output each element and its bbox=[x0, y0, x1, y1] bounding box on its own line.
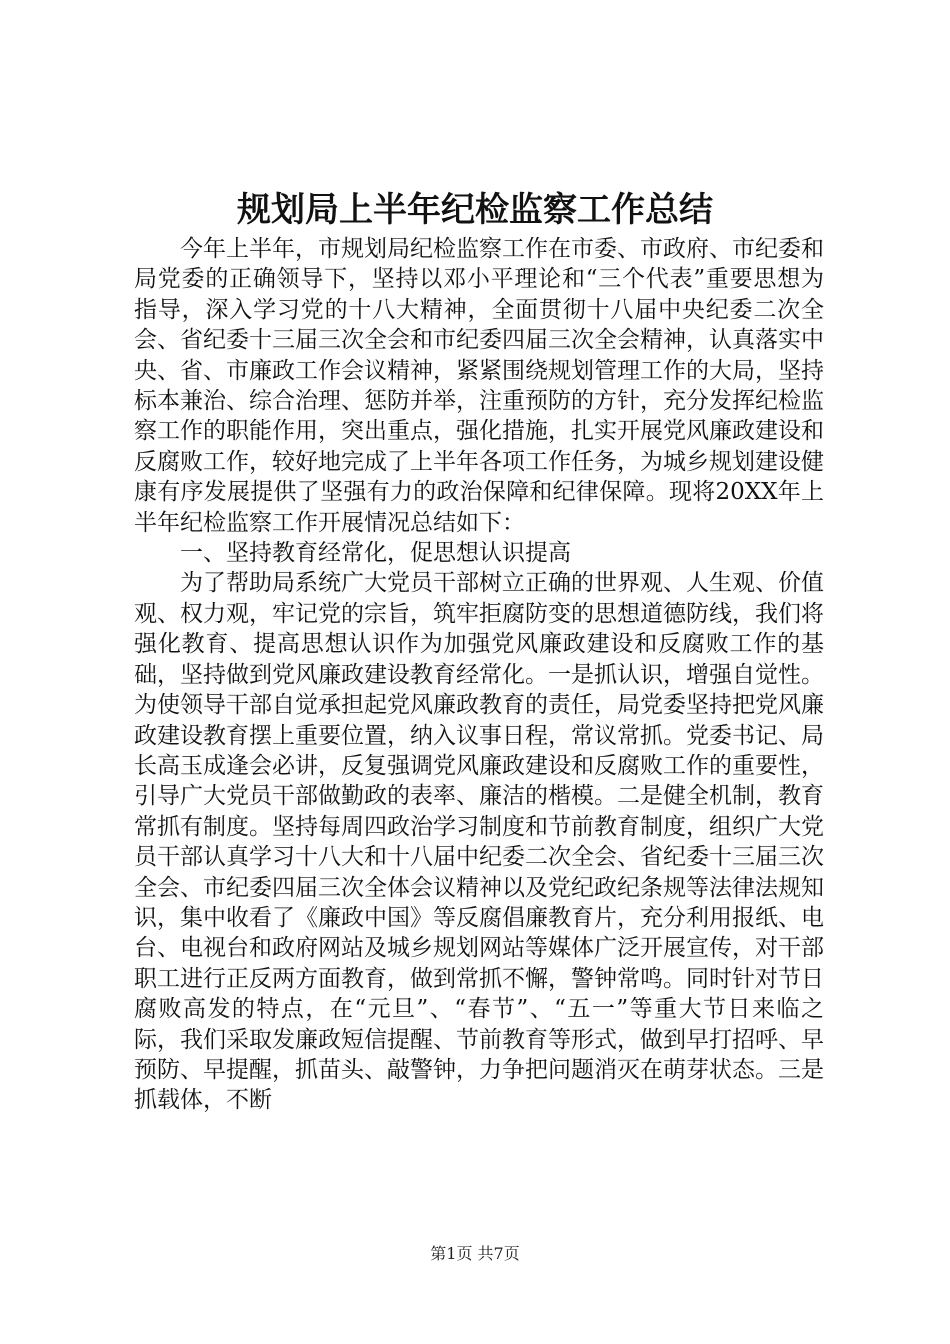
page-footer: 第1页 共7页 bbox=[430, 1244, 520, 1263]
body-paragraph-intro: 今年上半年，市规划局纪检监察工作在市委、市政府、市纪委和局党委的正确领导下，坚持以邓小平理论和“三个代表”重要思想为指导，深入学习党的十八大精神，全面贯彻十八届中央纪委二次全会、省纪委十三届三次全会和市纪委四届三次全会精神，认真落实中央、省、市廉政工作会议精神，紧紧围绕规划管理工作的大局，坚持标本兼治、综合治理、惩防并举，注重预防的方针，充分发挥纪检监察工作的职能作用，突出重点，强化措施，扎实开展党风廉政建设和反腐败工作，较好地完成了上半年各项工作任务，为城乡规划建设健康有序发展提供了坚强有力的政治保障和纪律保障。现将20XX年上半年纪检监察工作开展情况总结如下： bbox=[134, 236, 824, 536]
document-body bbox=[134, 234, 824, 1116]
body-paragraph-section-1: 为了帮助局系统广大党员干部树立正确的世界观、人生观、价值观、权力观，牢记党的宗旨，筑牢拒腐防变的思想道德防线，我们将强化教育、提高思想认识作为加强党风廉政建设和反腐败工作的基础，坚持做到党风廉政建设教育经常化。一是抓认识，增强自觉性。为使领导干部自觉承担起党风廉政教育的责任，局党委坚持把党风廉政建设教育摆上重要位置，纳入议事日程，常议常抓。党委书记、局长高玉成逢会必讲，反复强调党风廉政建设和反腐败工作的重要性，引导广大党员干部做勤政的表率、廉洁的楷模。二是健全机制，教育常抓有制度。坚持每周四政治学习制度和节前教育制度，组织广大党员干部认真学习十八大和十八届中纪委二次全会、省纪委十三届三次全会、市纪委四届三次全体会议精神以及党纪政纪条规等法律法规知识，集中收看了《廉政中国》等反腐倡廉教育片，充分利用报纸、电台、电视台和政府网站及城乡规划网站等媒体广泛开展宣传，对干部职工进行正反两方面教育，做到常抓不懈，警钟常鸣。同时针对节日腐败高发的特点，在“元旦”、“春节”、“五一”等重大节日来临之际，我们采取发廉政短信提醒、节前教育等形式，做到早打招呼、早预防、早提醒，抓苗头、敲警钟，力争把问题消灭在萌芽状态。三是抓载体，不断 bbox=[134, 570, 824, 1114]
document-title: 规划局上半年纪检监察工作总结 bbox=[237, 190, 713, 230]
section-heading-1: 一、坚持教育经常化，促思想认识提高 bbox=[180, 540, 571, 567]
